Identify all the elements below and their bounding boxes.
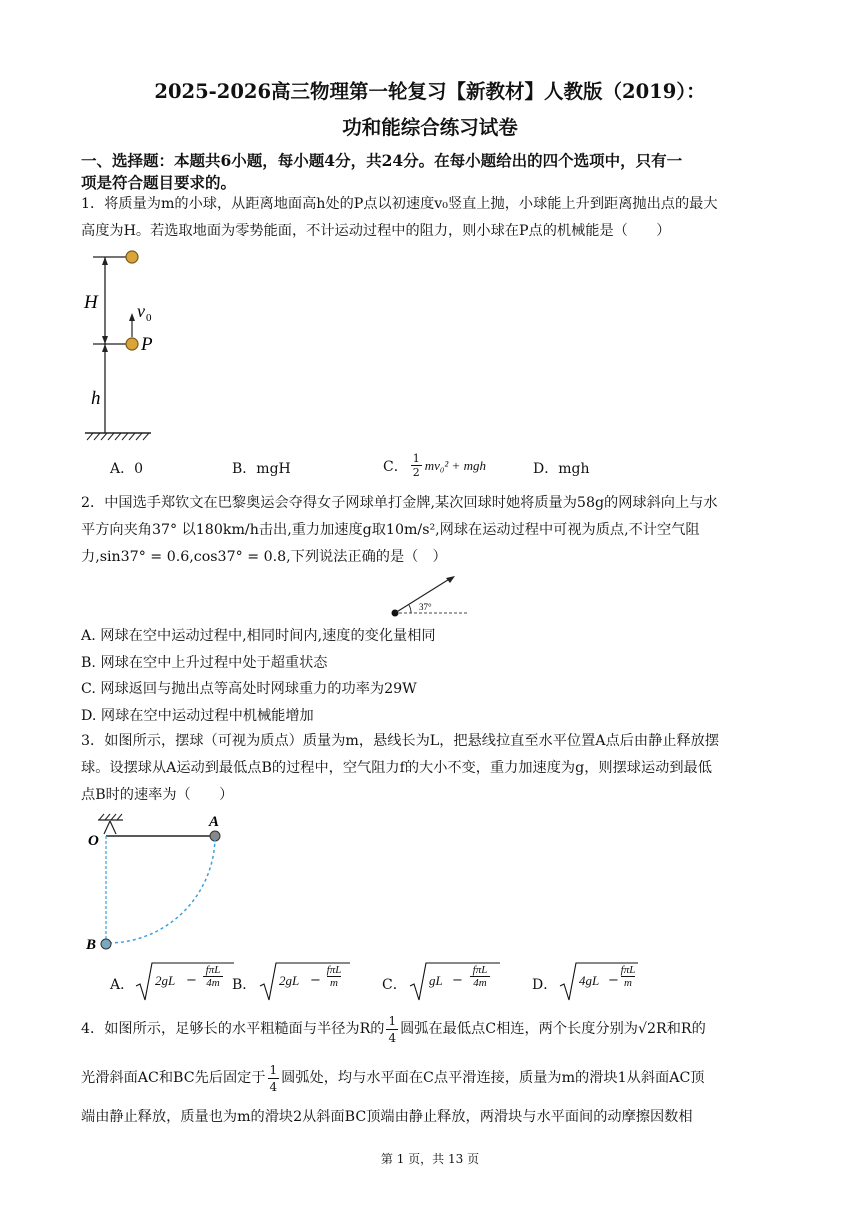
fraction-denominator: 2 [412, 466, 420, 479]
minus-sign: − [452, 973, 463, 988]
question-3-figure [81, 808, 241, 958]
option-c-expression: mv₀² + mgh [424, 457, 486, 473]
question-1-line2: 高度为H。若选取地面为零势能面，不计运动过程中的阻力，则小球在P点的机械能是（ ） [81, 223, 671, 239]
fraction-a [196, 964, 230, 989]
question-2-options [81, 623, 781, 729]
label-A: A [209, 814, 220, 830]
fraction-numerator: 1 [388, 1014, 397, 1028]
question-3-option-d-label: D． [532, 977, 558, 993]
label-v0: v [137, 301, 145, 321]
question-1-option-d: D．mgh [533, 461, 590, 477]
question-1-figure [81, 245, 171, 445]
question-2-line2: 平方向夹角37° 以180km/h击出,重力加速度g取10m/s²,网球在运动过程中可视为质点,不计空气阻 [81, 522, 700, 538]
page-title-line2: 功和能综合练习试卷 [342, 116, 518, 139]
question-3-options [110, 960, 670, 1004]
question-2-option-b: B. 网球在空中上升过程中处于超重状态 [81, 654, 328, 671]
question-3-option-a-label: A． [110, 977, 135, 993]
ball-top-icon [126, 251, 138, 263]
question-2-figure [385, 570, 475, 620]
question-4-fraction-2 [268, 1062, 280, 1095]
minus-sign: − [608, 973, 619, 988]
fraction-d [616, 964, 640, 989]
fraction-numerator: 1 [412, 452, 420, 465]
label-P: P [141, 334, 153, 355]
question-1-option-b: B．mgH [232, 461, 291, 477]
page-title-line1: 2025-2026高三物理第一轮复习【新教材】人教版（2019）： [154, 80, 706, 103]
arc-path [109, 838, 215, 943]
option-c-prefix: C． [383, 458, 408, 475]
question-3-line1: 3．如图所示，摆球（可视为质点）质量为m，悬线长为L，把悬线拉直至水平位置A点后由静止释放摆 [81, 733, 720, 749]
question-4-fraction-1 [386, 1013, 398, 1046]
question-4-line2 [81, 1062, 781, 1095]
question-3-option-b-label: B． [232, 977, 257, 993]
radicand-c: gL [429, 973, 443, 988]
label-v0-sub: 0 [146, 312, 152, 324]
option-c-fraction [411, 452, 422, 479]
question-2-line1: 2．中国选手郑钦文在巴黎奥运会夺得女子网球单打金牌,某次回球时她将质量为58g的网球斜向上与水 [81, 495, 718, 511]
ball-p-icon [126, 338, 138, 350]
radicand-b: 2gL [279, 973, 300, 988]
label-B: B [86, 937, 97, 953]
question-3-text [81, 728, 781, 809]
fraction-b-denominator: m [327, 976, 341, 989]
question-4-line2-a: 光滑斜面AC和BC先后固定于 [81, 1070, 266, 1086]
fraction-denominator: 4 [388, 1031, 397, 1045]
question-2-line3: 力,sin37° = 0.6,cos37° = 0.8,下列说法正确的是（ ） [81, 549, 447, 565]
question-1-text [81, 191, 781, 245]
fraction-d-denominator: m [621, 976, 635, 989]
question-3-line3: 点B时的速率为（ ） [81, 787, 234, 803]
label-O: O [88, 833, 99, 849]
question-4-line1-b: 圆弧在最低点C相连，两个长度分别为√2R和R的 [400, 1021, 706, 1037]
fraction-numerator: 1 [269, 1063, 278, 1077]
label-h: h [91, 388, 101, 409]
fraction-c-denominator: 4m [470, 976, 489, 989]
question-2-option-c: C. 网球返回与抛出点等高处时网球重力的功率为29W [81, 681, 417, 698]
fraction-denominator: 4 [269, 1080, 278, 1094]
minus-sign: − [186, 973, 197, 988]
question-4-line1-a: 4．如图所示，足够长的水平粗糙面与半径为R的 [81, 1021, 385, 1037]
fraction-a-denominator: 4m [203, 976, 222, 989]
fraction-d-numerator: fπL [620, 964, 636, 976]
question-2-text [81, 490, 781, 571]
ball-b-icon [101, 939, 111, 949]
section-heading-line1: 一、选择题：本题共6小题，每小题4分，共24分。在每小题给出的四个选项中，只有一 [81, 151, 683, 170]
question-2-option-a: A. 网球在空中运动过程中,相同时间内,速度的变化量相同 [81, 628, 436, 644]
question-4-line3: 端由静止释放，质量也为m的滑块2从斜面BC顶端由静止释放，两滑块与水平面间的动摩擦因数相 [81, 1109, 693, 1125]
question-4-line1 [81, 1013, 781, 1046]
fraction-b [320, 964, 348, 989]
page-footer: 第 1 页，共 13 页 [380, 1152, 480, 1166]
question-3-option-c-label: C． [382, 977, 407, 993]
question-4-line2-b: 圆弧处，均与水平面在C点平滑连接，质量为m的滑块1从斜面AC顶 [281, 1070, 705, 1086]
question-1-line1: 1．将质量为m的小球，从距离地面高h处的P点以初速度v₀竖直上抛，小球能上升到距离抛出点的最大 [81, 196, 718, 212]
angle-label: 37° [419, 602, 432, 612]
label-H: H [84, 292, 98, 313]
question-1-option-c [383, 452, 486, 479]
radicand-a: 2gL [155, 973, 176, 988]
section-heading-line2: 项是符合题目要求的。 [81, 173, 237, 192]
fraction-b-numerator: fπL [326, 964, 342, 976]
minus-sign: − [310, 973, 321, 988]
question-1-option-a: A．0 [110, 461, 144, 477]
question-3-line2: 球。设摆球从A运动到最低点B的过程中，空气阻力f的大小不变，重力加速度为g，则摆球运动到最低 [81, 760, 712, 776]
question-2-option-d: D. 网球在空中运动过程中机械能增加 [81, 707, 314, 724]
fraction-c [463, 964, 497, 989]
section-heading [81, 150, 781, 194]
radicand-d: 4gL [579, 973, 600, 988]
fraction-c-numerator: fπL [472, 964, 488, 976]
fraction-a-numerator: fπL [205, 964, 221, 976]
